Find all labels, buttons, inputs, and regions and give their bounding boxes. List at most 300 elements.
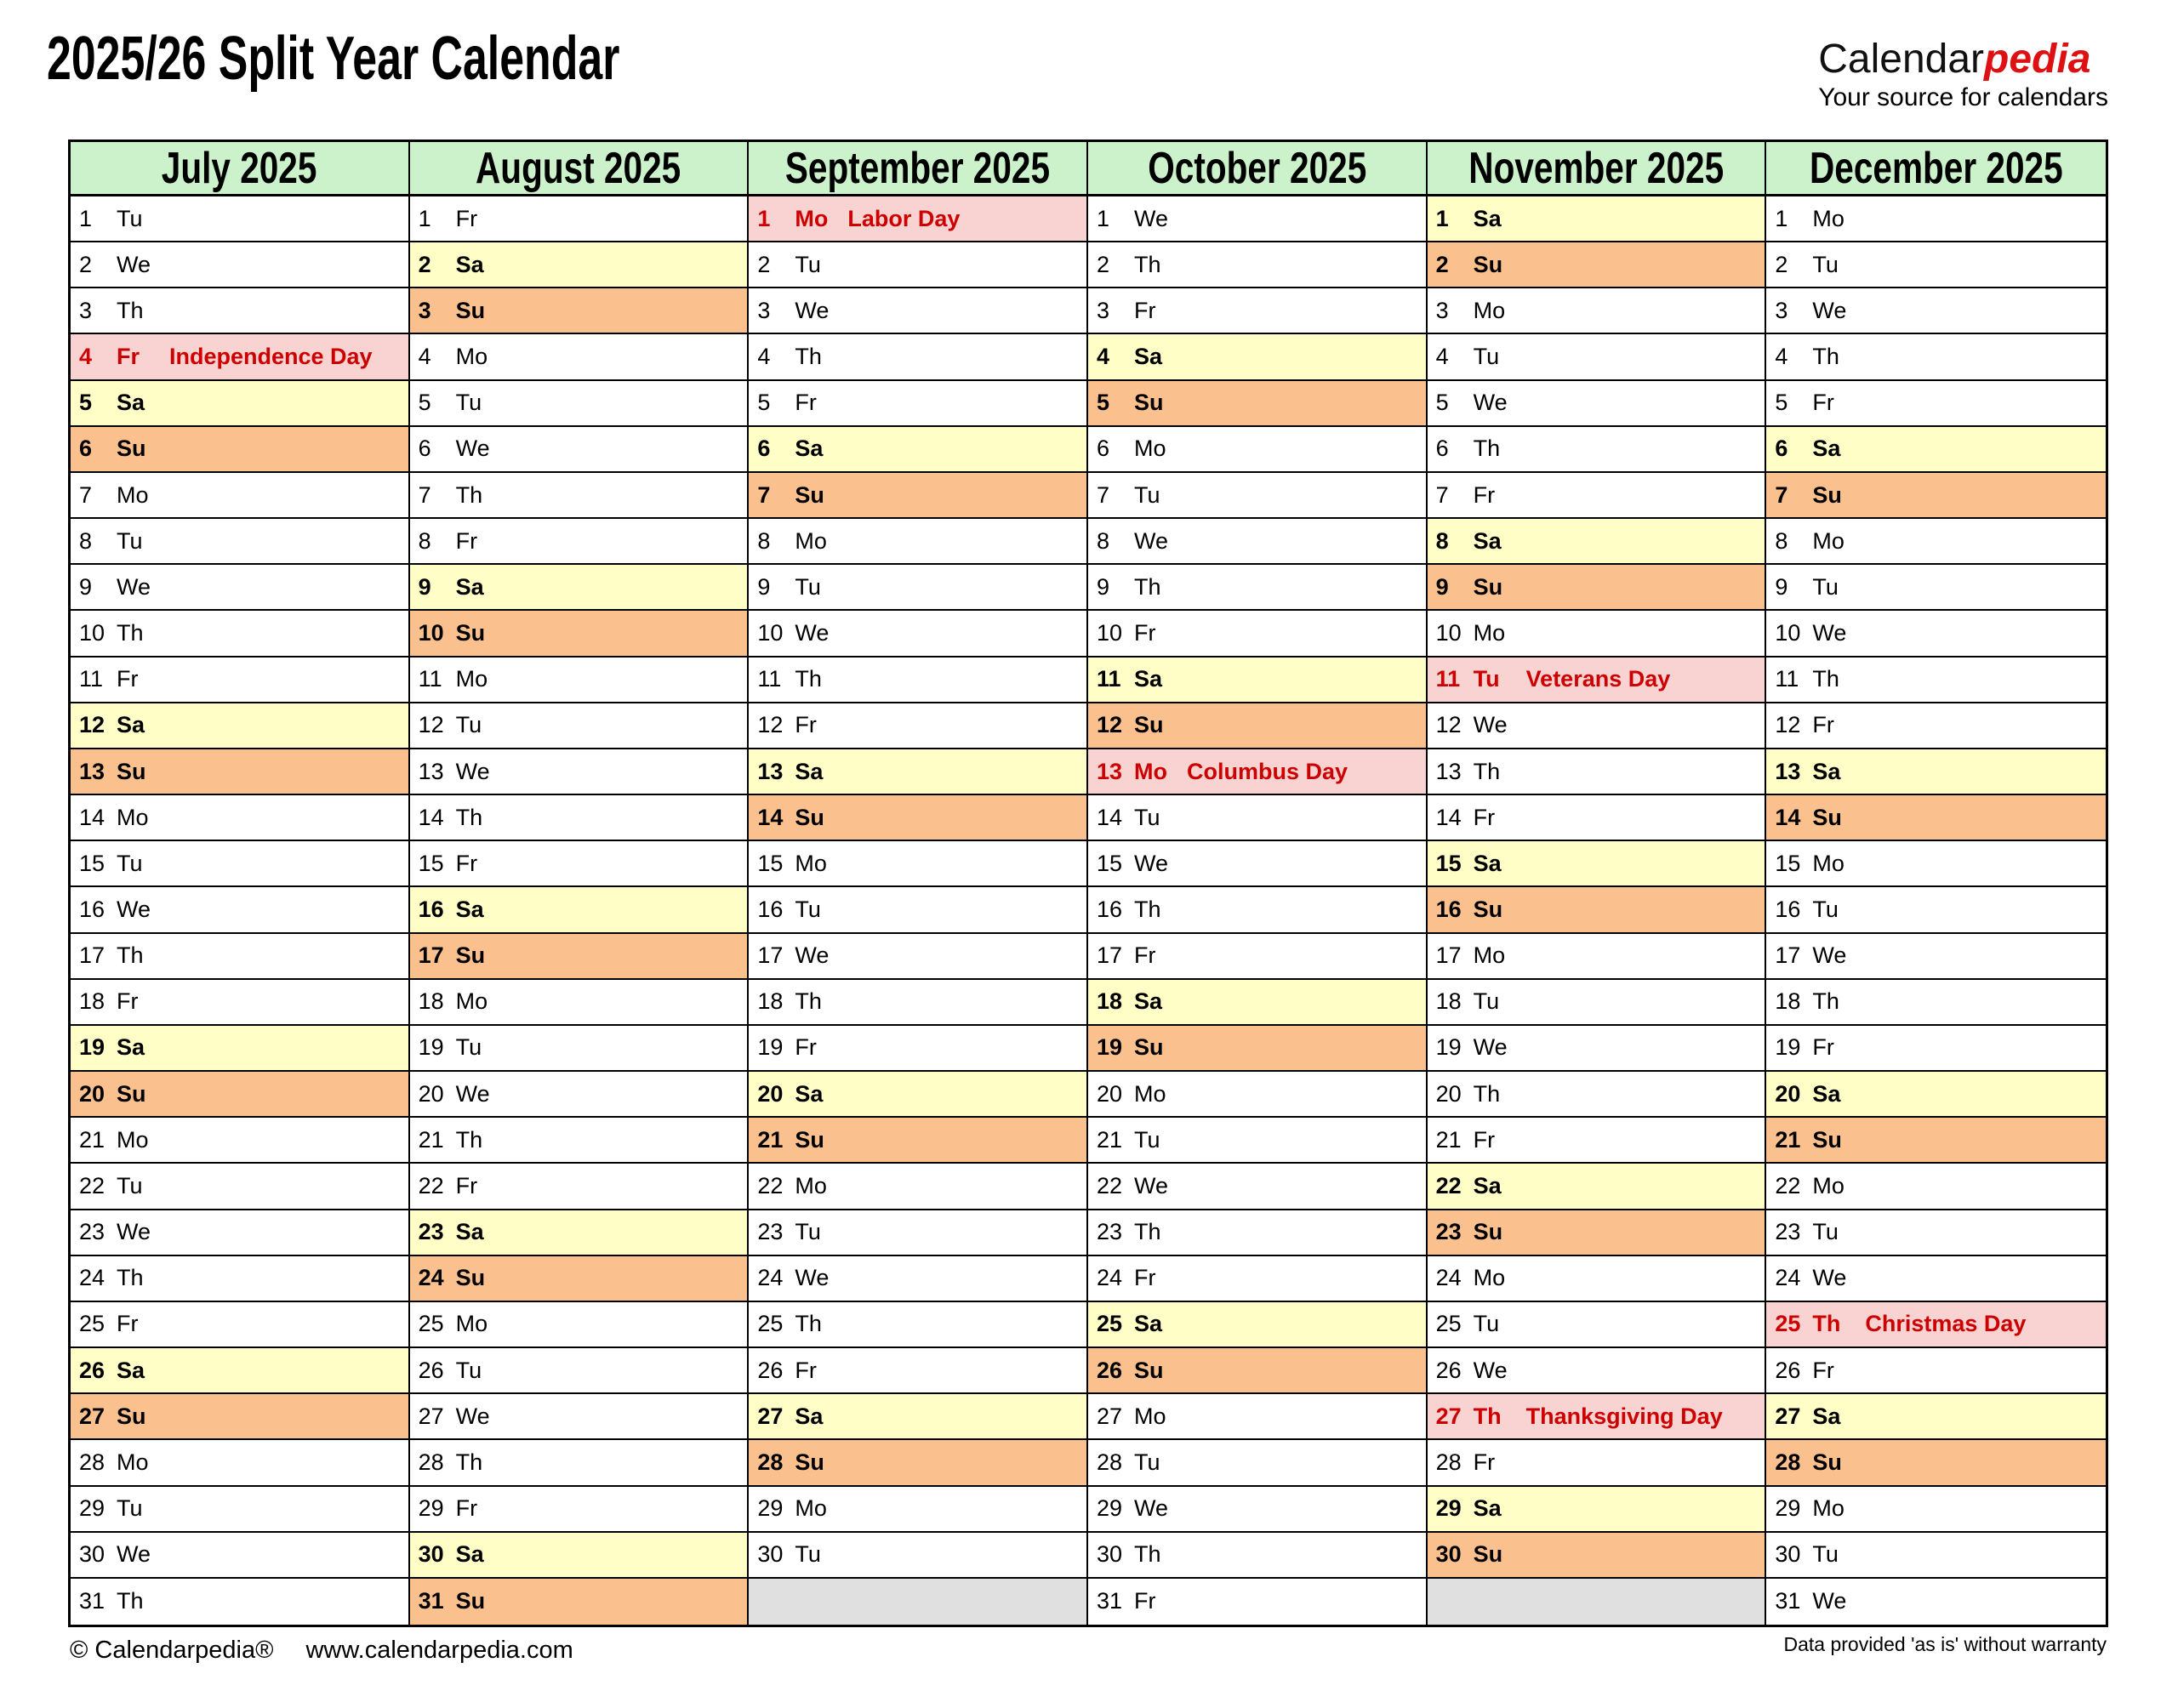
day-number: 31 (79, 1588, 105, 1614)
day-number: 15 (1096, 850, 1123, 876)
logo-text-calendar: Calendar (1818, 37, 1985, 82)
weekday-abbr: Su (455, 1588, 486, 1614)
weekday-abbr: Tu (1133, 1449, 1160, 1475)
day-number: 9 (1096, 573, 1110, 600)
day-number: 29 (418, 1495, 444, 1522)
cell-july-31 (71, 1579, 410, 1625)
weekday-abbr: Mo (1133, 436, 1166, 462)
day-number: 19 (1775, 1034, 1801, 1061)
weekday-abbr: We (1473, 1034, 1508, 1061)
weekday-abbr: Fr (455, 1495, 478, 1522)
day-number: 7 (1096, 481, 1110, 508)
weekday-abbr: Fr (1812, 1034, 1834, 1061)
cell-december-21 (1766, 1118, 2106, 1164)
cell-august-25 (410, 1302, 750, 1348)
weekday-abbr: Mo (795, 1495, 827, 1522)
month-header-december (1766, 142, 2106, 196)
weekday-abbr: Th (795, 988, 822, 1015)
day-number: 18 (757, 988, 784, 1015)
day-number: 14 (1096, 804, 1123, 830)
cell-september-7 (749, 473, 1088, 519)
weekday-abbr: Sa (1473, 850, 1502, 876)
weekday-abbr: Mo (1812, 527, 1844, 554)
day-number: 21 (757, 1126, 784, 1153)
weekday-abbr: Tu (1473, 1311, 1500, 1337)
day-number: 22 (418, 1172, 444, 1198)
weekday-abbr: Sa (455, 896, 484, 922)
cell-september-15 (749, 841, 1088, 887)
calendarpedia-url-link[interactable]: www.calendarpedia.com (305, 1637, 573, 1664)
cell-august-29 (410, 1487, 750, 1533)
cell-july-2 (71, 242, 410, 288)
day-number: 14 (1775, 804, 1801, 830)
weekday-abbr: Tu (117, 1495, 143, 1522)
weekday-abbr: Su (1812, 1126, 1842, 1153)
weekday-abbr: Fr (455, 1172, 478, 1198)
weekday-abbr: Tu (795, 1541, 821, 1568)
weekday-abbr: Su (455, 942, 486, 969)
day-number: 31 (418, 1588, 444, 1614)
cell-july-7 (71, 473, 410, 519)
day-number: 9 (1775, 573, 1788, 600)
day-number: 10 (1096, 620, 1123, 646)
day-number: 8 (1435, 527, 1449, 554)
cell-august-15 (410, 841, 750, 887)
month-header-august (410, 142, 750, 196)
cell-november-18 (1428, 980, 1767, 1026)
day-number: 25 (79, 1311, 105, 1337)
cell-november-9 (1428, 565, 1767, 611)
cell-august-14 (410, 795, 750, 841)
day-number: 1 (1096, 205, 1110, 231)
weekday-abbr: Th (117, 297, 144, 323)
day-number: 24 (1775, 1265, 1801, 1291)
cell-october-28 (1088, 1440, 1428, 1486)
day-number: 24 (79, 1265, 105, 1291)
cell-july-23 (71, 1210, 410, 1256)
weekday-abbr: Tu (795, 1219, 821, 1245)
weekday-abbr: Su (1473, 251, 1503, 277)
cell-september-10 (749, 611, 1088, 657)
weekday-abbr: Sa (1812, 1403, 1841, 1429)
cell-december-14 (1766, 795, 2106, 841)
footer-copyright (70, 1637, 573, 1665)
weekday-abbr: Th (795, 344, 822, 370)
weekday-abbr: Fr (117, 666, 139, 692)
weekday-abbr: Th (1812, 666, 1839, 692)
day-number: 11 (79, 666, 104, 692)
weekday-abbr: Fr (1473, 1126, 1496, 1153)
logo-tagline: Your source for calendars (1818, 83, 2108, 111)
weekday-abbr: Fr (117, 988, 139, 1015)
weekday-abbr: Th (1473, 1080, 1501, 1107)
day-number: 22 (79, 1172, 105, 1198)
cell-december-30 (1766, 1533, 2106, 1579)
weekday-abbr: Th (1473, 1403, 1502, 1429)
cell-august-20 (410, 1072, 750, 1118)
cell-july-19 (71, 1026, 410, 1072)
day-number: 17 (1096, 942, 1123, 969)
weekday-abbr: Tu (117, 527, 143, 554)
day-number: 17 (418, 942, 444, 969)
day-number: 13 (757, 758, 784, 784)
day-number: 25 (1096, 1311, 1123, 1337)
cell-july-16 (71, 887, 410, 933)
cell-august-16 (410, 887, 750, 933)
day-number: 20 (1775, 1080, 1801, 1107)
weekday-abbr: Mo (1812, 850, 1844, 876)
weekday-abbr: We (1812, 297, 1847, 323)
weekday-abbr: Fr (1473, 1449, 1496, 1475)
weekday-abbr: We (1473, 712, 1508, 738)
weekday-abbr: Mo (795, 1172, 827, 1198)
weekday-abbr: Th (117, 1265, 144, 1291)
day-number: 27 (418, 1403, 444, 1429)
weekday-abbr: Mo (1473, 297, 1506, 323)
cell-november-10 (1428, 611, 1767, 657)
weekday-abbr: Mo (1812, 1172, 1844, 1198)
day-number: 21 (79, 1126, 105, 1153)
weekday-abbr: We (117, 1541, 151, 1568)
holiday-label: Independence Day (169, 344, 373, 370)
cell-september-4 (749, 334, 1088, 380)
cell-august-5 (410, 381, 750, 427)
day-number: 11 (418, 666, 442, 692)
cell-august-17 (410, 934, 750, 980)
cell-december-29 (1766, 1487, 2106, 1533)
weekday-abbr: Su (1473, 1219, 1503, 1245)
weekday-abbr: Sa (1473, 527, 1502, 554)
cell-september-18 (749, 980, 1088, 1026)
page-title: 2025/26 Split Year Calendar (47, 25, 620, 93)
day-number: 22 (757, 1172, 784, 1198)
cell-august-7 (410, 473, 750, 519)
cell-december-6 (1766, 427, 2106, 473)
weekday-abbr: Th (455, 1449, 483, 1475)
day-number: 2 (1096, 251, 1110, 277)
cell-july-1 (71, 196, 410, 242)
weekday-abbr: Su (117, 1403, 146, 1429)
day-number: 15 (79, 850, 105, 876)
day-number: 31 (1775, 1588, 1801, 1614)
day-number: 2 (418, 251, 431, 277)
weekday-abbr: Mo (1812, 1495, 1844, 1522)
cell-august-23 (410, 1210, 750, 1256)
weekday-abbr: Th (1133, 1219, 1161, 1245)
weekday-abbr: We (795, 297, 830, 323)
day-number: 6 (1435, 436, 1449, 462)
cell-december-13 (1766, 749, 2106, 795)
day-number: 18 (418, 988, 444, 1015)
day-number: 4 (1435, 344, 1449, 370)
cell-july-9 (71, 565, 410, 611)
cell-october-16 (1088, 887, 1428, 933)
weekday-abbr: Fr (1133, 297, 1156, 323)
weekday-abbr: Sa (1473, 1495, 1502, 1522)
day-number: 17 (757, 942, 784, 969)
day-number: 17 (79, 942, 105, 969)
day-number: 16 (79, 896, 105, 922)
cell-november-1 (1428, 196, 1767, 242)
weekday-abbr: Tu (1812, 251, 1839, 277)
day-number: 9 (418, 573, 431, 600)
cell-august-27 (410, 1394, 750, 1440)
weekday-abbr: Tu (455, 712, 482, 738)
month-header-label: October 2025 (1147, 143, 1366, 193)
cell-september-6 (749, 427, 1088, 473)
cell-november-11 (1428, 658, 1767, 703)
day-number: 24 (757, 1265, 784, 1291)
cell-november-8 (1428, 519, 1767, 565)
cell-september-5 (749, 381, 1088, 427)
weekday-abbr: Fr (455, 527, 478, 554)
month-header-september (749, 142, 1088, 196)
cell-october-27 (1088, 1394, 1428, 1440)
cell-october-24 (1088, 1256, 1428, 1302)
cell-december-25 (1766, 1302, 2106, 1348)
cell-november-27 (1428, 1394, 1767, 1440)
day-number: 8 (418, 527, 431, 554)
weekday-abbr: Su (455, 297, 486, 323)
cell-october-17 (1088, 934, 1428, 980)
cell-november-16 (1428, 887, 1767, 933)
weekday-abbr: Sa (117, 390, 145, 416)
cell-september-empty (749, 1579, 1088, 1625)
day-number: 4 (1096, 344, 1110, 370)
cell-september-23 (749, 1210, 1088, 1256)
weekday-abbr: Su (1133, 712, 1164, 738)
weekday-abbr: We (1812, 620, 1847, 646)
day-number: 6 (757, 436, 771, 462)
cell-september-11 (749, 658, 1088, 703)
day-number: 20 (418, 1080, 444, 1107)
weekday-abbr: Th (117, 942, 144, 969)
cell-december-12 (1766, 703, 2106, 749)
day-number: 19 (1096, 1034, 1123, 1061)
cell-november-empty (1428, 1579, 1767, 1625)
day-number: 20 (757, 1080, 784, 1107)
cell-august-10 (410, 611, 750, 657)
cell-november-28 (1428, 1440, 1767, 1486)
weekday-abbr: Fr (1812, 390, 1834, 416)
day-number: 4 (1775, 344, 1788, 370)
holiday-label: Christmas Day (1865, 1311, 2027, 1337)
weekday-abbr: Su (117, 1080, 146, 1107)
holiday-label: Columbus Day (1186, 758, 1348, 784)
day-number: 26 (418, 1357, 444, 1383)
weekday-abbr: Su (455, 1265, 486, 1291)
cell-october-19 (1088, 1026, 1428, 1072)
weekday-abbr: Th (1473, 758, 1501, 784)
weekday-abbr: Tu (455, 390, 482, 416)
day-number: 16 (757, 896, 784, 922)
day-number: 12 (79, 712, 105, 738)
weekday-abbr: Sa (1133, 666, 1163, 692)
weekday-abbr: We (795, 1265, 830, 1291)
cell-august-9 (410, 565, 750, 611)
cell-september-14 (749, 795, 1088, 841)
footer-disclaimer: Data provided 'as is' without warranty (1783, 1633, 2107, 1655)
weekday-abbr: Sa (1812, 758, 1841, 784)
day-number: 7 (1775, 481, 1788, 508)
day-number: 30 (1435, 1541, 1462, 1568)
cell-august-19 (410, 1026, 750, 1072)
cell-october-3 (1088, 288, 1428, 334)
day-number: 26 (1435, 1357, 1462, 1383)
cell-july-8 (71, 519, 410, 565)
weekday-abbr: Fr (1133, 620, 1156, 646)
day-number: 9 (757, 573, 771, 600)
weekday-abbr: Su (795, 1449, 824, 1475)
day-number: 26 (1775, 1357, 1801, 1383)
day-number: 4 (418, 344, 431, 370)
cell-august-31 (410, 1579, 750, 1625)
day-number: 7 (79, 481, 93, 508)
cell-september-19 (749, 1026, 1088, 1072)
cell-december-28 (1766, 1440, 2106, 1486)
cell-november-5 (1428, 381, 1767, 427)
cell-september-3 (749, 288, 1088, 334)
day-number: 11 (1096, 666, 1121, 692)
weekday-abbr: Mo (795, 850, 827, 876)
weekday-abbr: Su (1812, 481, 1842, 508)
weekday-abbr: Mo (117, 481, 149, 508)
weekday-abbr: Sa (455, 573, 484, 600)
weekday-abbr: We (1133, 1495, 1168, 1522)
calendar-table (68, 139, 2108, 1627)
cell-october-30 (1088, 1533, 1428, 1579)
cell-december-17 (1766, 934, 2106, 980)
weekday-abbr: Sa (795, 436, 824, 462)
weekday-abbr: We (455, 1080, 490, 1107)
cell-december-8 (1766, 519, 2106, 565)
day-number: 12 (1435, 712, 1462, 738)
weekday-abbr: Sa (117, 712, 145, 738)
weekday-abbr: Th (117, 1588, 144, 1614)
cell-july-14 (71, 795, 410, 841)
cell-december-18 (1766, 980, 2106, 1026)
day-number: 12 (1096, 712, 1123, 738)
weekday-abbr: Su (1133, 1357, 1164, 1383)
holiday-label: Labor Day (847, 205, 961, 231)
weekday-abbr: Su (455, 620, 486, 646)
day-number: 20 (1096, 1080, 1123, 1107)
cell-august-8 (410, 519, 750, 565)
weekday-abbr: Tu (1133, 1126, 1160, 1153)
weekday-abbr: Sa (795, 758, 824, 784)
cell-november-3 (1428, 288, 1767, 334)
cell-july-13 (71, 749, 410, 795)
day-number: 19 (79, 1034, 105, 1061)
weekday-abbr: Sa (795, 1080, 824, 1107)
cell-december-26 (1766, 1348, 2106, 1394)
weekday-abbr: Mo (117, 1126, 149, 1153)
cell-july-21 (71, 1118, 410, 1164)
cell-october-18 (1088, 980, 1428, 1026)
cell-october-6 (1088, 427, 1428, 473)
cell-august-12 (410, 703, 750, 749)
weekday-abbr: Su (795, 804, 824, 830)
day-number: 18 (1435, 988, 1462, 1015)
weekday-abbr: Tu (1133, 481, 1160, 508)
cell-november-12 (1428, 703, 1767, 749)
cell-october-7 (1088, 473, 1428, 519)
day-number: 23 (1096, 1219, 1123, 1245)
day-number: 15 (1435, 850, 1462, 876)
day-number: 21 (418, 1126, 444, 1153)
month-header-label: August 2025 (476, 143, 681, 193)
day-number: 10 (1435, 620, 1462, 646)
weekday-abbr: Fr (117, 1311, 139, 1337)
cell-july-28 (71, 1440, 410, 1486)
weekday-abbr: Tu (455, 1357, 482, 1383)
weekday-abbr: Sa (1473, 205, 1502, 231)
month-header-label: December 2025 (1809, 143, 2063, 193)
weekday-abbr: Su (1133, 1034, 1164, 1061)
day-number: 13 (1096, 758, 1123, 784)
day-number: 2 (1775, 251, 1788, 277)
day-number: 13 (1775, 758, 1801, 784)
cell-december-10 (1766, 611, 2106, 657)
day-number: 28 (79, 1449, 105, 1475)
weekday-abbr: Su (1812, 804, 1842, 830)
day-number: 17 (1435, 942, 1462, 969)
day-number: 10 (418, 620, 444, 646)
weekday-abbr: Sa (1812, 436, 1841, 462)
weekday-abbr: Su (1473, 896, 1503, 922)
weekday-abbr: Tu (1133, 804, 1160, 830)
cell-september-21 (749, 1118, 1088, 1164)
weekday-abbr: Tu (117, 1172, 143, 1198)
cell-september-8 (749, 519, 1088, 565)
weekday-abbr: We (795, 942, 830, 969)
weekday-abbr: Su (1133, 390, 1164, 416)
weekday-abbr: Fr (795, 390, 817, 416)
cell-december-20 (1766, 1072, 2106, 1118)
weekday-abbr: Tu (795, 251, 821, 277)
day-number: 6 (1096, 436, 1110, 462)
cell-october-10 (1088, 611, 1428, 657)
cell-august-1 (410, 196, 750, 242)
cell-september-25 (749, 1302, 1088, 1348)
cell-october-14 (1088, 795, 1428, 841)
cell-december-15 (1766, 841, 2106, 887)
day-number: 29 (79, 1495, 105, 1522)
cell-november-13 (1428, 749, 1767, 795)
weekday-abbr: Su (1812, 1449, 1842, 1475)
day-number: 26 (1096, 1357, 1123, 1383)
day-number: 30 (418, 1541, 444, 1568)
day-number: 16 (418, 896, 444, 922)
day-number: 30 (79, 1541, 105, 1568)
month-header-october (1088, 142, 1428, 196)
cell-july-3 (71, 288, 410, 334)
day-number: 29 (1096, 1495, 1123, 1522)
cell-july-30 (71, 1533, 410, 1579)
cell-november-19 (1428, 1026, 1767, 1072)
cell-september-27 (749, 1394, 1088, 1440)
weekday-abbr: Sa (795, 1403, 824, 1429)
weekday-abbr: Fr (455, 205, 478, 231)
day-number: 1 (418, 205, 431, 231)
day-number: 19 (757, 1034, 784, 1061)
cell-july-24 (71, 1256, 410, 1302)
weekday-abbr: We (1133, 850, 1168, 876)
weekday-abbr: Th (1812, 1311, 1841, 1337)
weekday-abbr: We (455, 1403, 490, 1429)
day-number: 25 (418, 1311, 444, 1337)
cell-november-4 (1428, 334, 1767, 380)
